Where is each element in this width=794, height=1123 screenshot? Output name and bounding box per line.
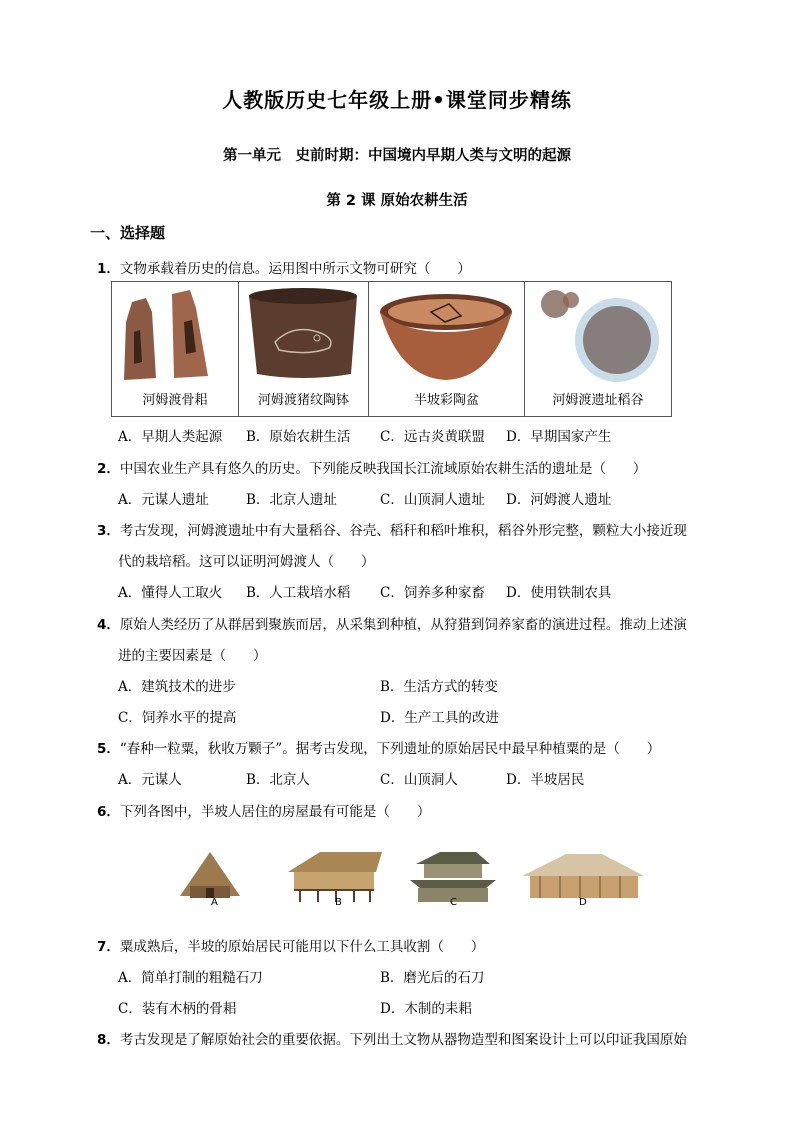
q7-option-a[interactable]: A．简单打制的粗糙石刀: [118, 970, 263, 986]
q1-option-b[interactable]: B．原始农耕生活: [246, 429, 351, 445]
q4-option-b[interactable]: B．生活方式的转变: [380, 679, 498, 695]
q1-option-a[interactable]: A．早期人类起源: [118, 429, 223, 445]
house-c-image: [410, 852, 496, 902]
q3-option-b[interactable]: B．人工栽培水稻: [246, 585, 351, 601]
q4-option-d[interactable]: D．生产工具的改进: [380, 710, 499, 726]
question-7: 7．粟成熟后，半坡的原始居民可能用以下什么工具收割（ ）: [97, 939, 485, 955]
question-2: 2．中国农业生产具有悠久的历史。下列能反映我国长江流域原始农耕生活的遗址是（ ）: [97, 461, 647, 477]
q3-option-d[interactable]: D．使用铁制农具: [506, 585, 612, 601]
house-label-c[interactable]: C: [450, 897, 457, 908]
bone-si-image: [112, 282, 238, 386]
question-1-stem: 文物承载着历史的信息。运用图中所示文物可研究（ ）: [119, 261, 471, 277]
section-heading: 一、选择题: [90, 224, 166, 242]
question-8: 8．考古发现是了解原始社会的重要依据。下列出土文物从器物造型和图案设计上可以印证我国原始: [97, 1032, 687, 1048]
q1-option-d[interactable]: D．早期国家产生: [506, 429, 612, 445]
caption-1: 河姆渡骨耜: [142, 393, 208, 408]
q4-option-c[interactable]: C．饲养水平的提高: [118, 710, 237, 726]
q5-option-a[interactable]: A．元谋人: [118, 772, 182, 788]
unit-title: 第一单元 史前时期：中国境内早期人类与文明的起源: [223, 148, 571, 164]
question-4: 4．原始人类经历了从群居到聚族而居，从采集到种植，从狩猎到饲养家畜的演进过程。推动上述演: [97, 617, 687, 633]
question-1: 1．文物承载着历史的信息。运用图中所示文物可研究（ ）: [97, 261, 471, 277]
painted-basin-image: [369, 282, 524, 386]
house-label-b[interactable]: B: [335, 897, 342, 908]
question-3: 3．考古发现，河姆渡遗址中有大量稻谷、谷壳、稻秆和稻叶堆积，稻谷外形完整，颗粒大小接近现: [97, 523, 687, 539]
caption-3: 半坡彩陶盆: [413, 393, 479, 408]
house-images: [170, 832, 650, 922]
artifact-cell-rice: [525, 282, 672, 417]
house-b-image: [288, 852, 382, 902]
q5-option-b[interactable]: B．北京人: [246, 772, 310, 788]
question-4-cont: 进的主要因素是（ ）: [118, 648, 267, 664]
pig-bowl-image: [239, 282, 368, 386]
q5-option-d[interactable]: D．半坡居民: [506, 772, 585, 788]
question-3-cont: 代的栽培稻。这可以证明河姆渡人（ ）: [118, 554, 375, 570]
q3-option-c[interactable]: C．饲养多种家畜: [380, 585, 485, 601]
q2-option-b[interactable]: B．北京人遗址: [246, 492, 337, 508]
q7-option-c[interactable]: C．装有木柄的骨耜: [118, 1001, 237, 1017]
house-a-image: [180, 852, 240, 898]
q2-option-d[interactable]: D．河姆渡人遗址: [506, 492, 612, 508]
house-label-a[interactable]: A: [211, 897, 218, 908]
artifact-cell-bone-si: [112, 282, 239, 417]
house-label-d[interactable]: D: [579, 897, 587, 908]
question-6: 6．下列各图中，半坡人居住的房屋最有可能是（ ）: [97, 804, 431, 820]
q3-option-a[interactable]: A．懂得人工取火: [118, 585, 223, 601]
artifact-cell-pig-bowl: [239, 282, 369, 417]
q1-option-c[interactable]: C．远古炎黄联盟: [380, 429, 485, 445]
page-title: 人教版历史七年级上册•课堂同步精练: [222, 88, 572, 112]
caption-4: 河姆渡遗址稻谷: [552, 393, 644, 408]
question-5: 5．“春种一粒粟，秋收万颗子”。据考古发现，下列遗址的原始居民中最早种植粟的是（ ）: [97, 741, 661, 757]
rice-grains-image: [525, 282, 671, 386]
lesson-title: 第 2 课 原始农耕生活: [326, 193, 468, 209]
artifact-cell-painted-basin: [369, 282, 525, 417]
q5-option-c[interactable]: C．山顶洞人: [380, 772, 458, 788]
q7-option-b[interactable]: B．磨光后的石刀: [380, 970, 485, 986]
house-d-image: [522, 854, 644, 898]
q7-option-d[interactable]: D．木制的耒耜: [380, 1001, 472, 1017]
q4-option-a[interactable]: A．建筑技术的进步: [118, 679, 236, 695]
q2-option-c[interactable]: C．山顶洞人遗址: [380, 492, 485, 508]
q2-option-a[interactable]: A．元谋人遗址: [118, 492, 209, 508]
artifact-table: [111, 281, 672, 417]
caption-2: 河姆渡猪纹陶钵: [257, 393, 349, 408]
